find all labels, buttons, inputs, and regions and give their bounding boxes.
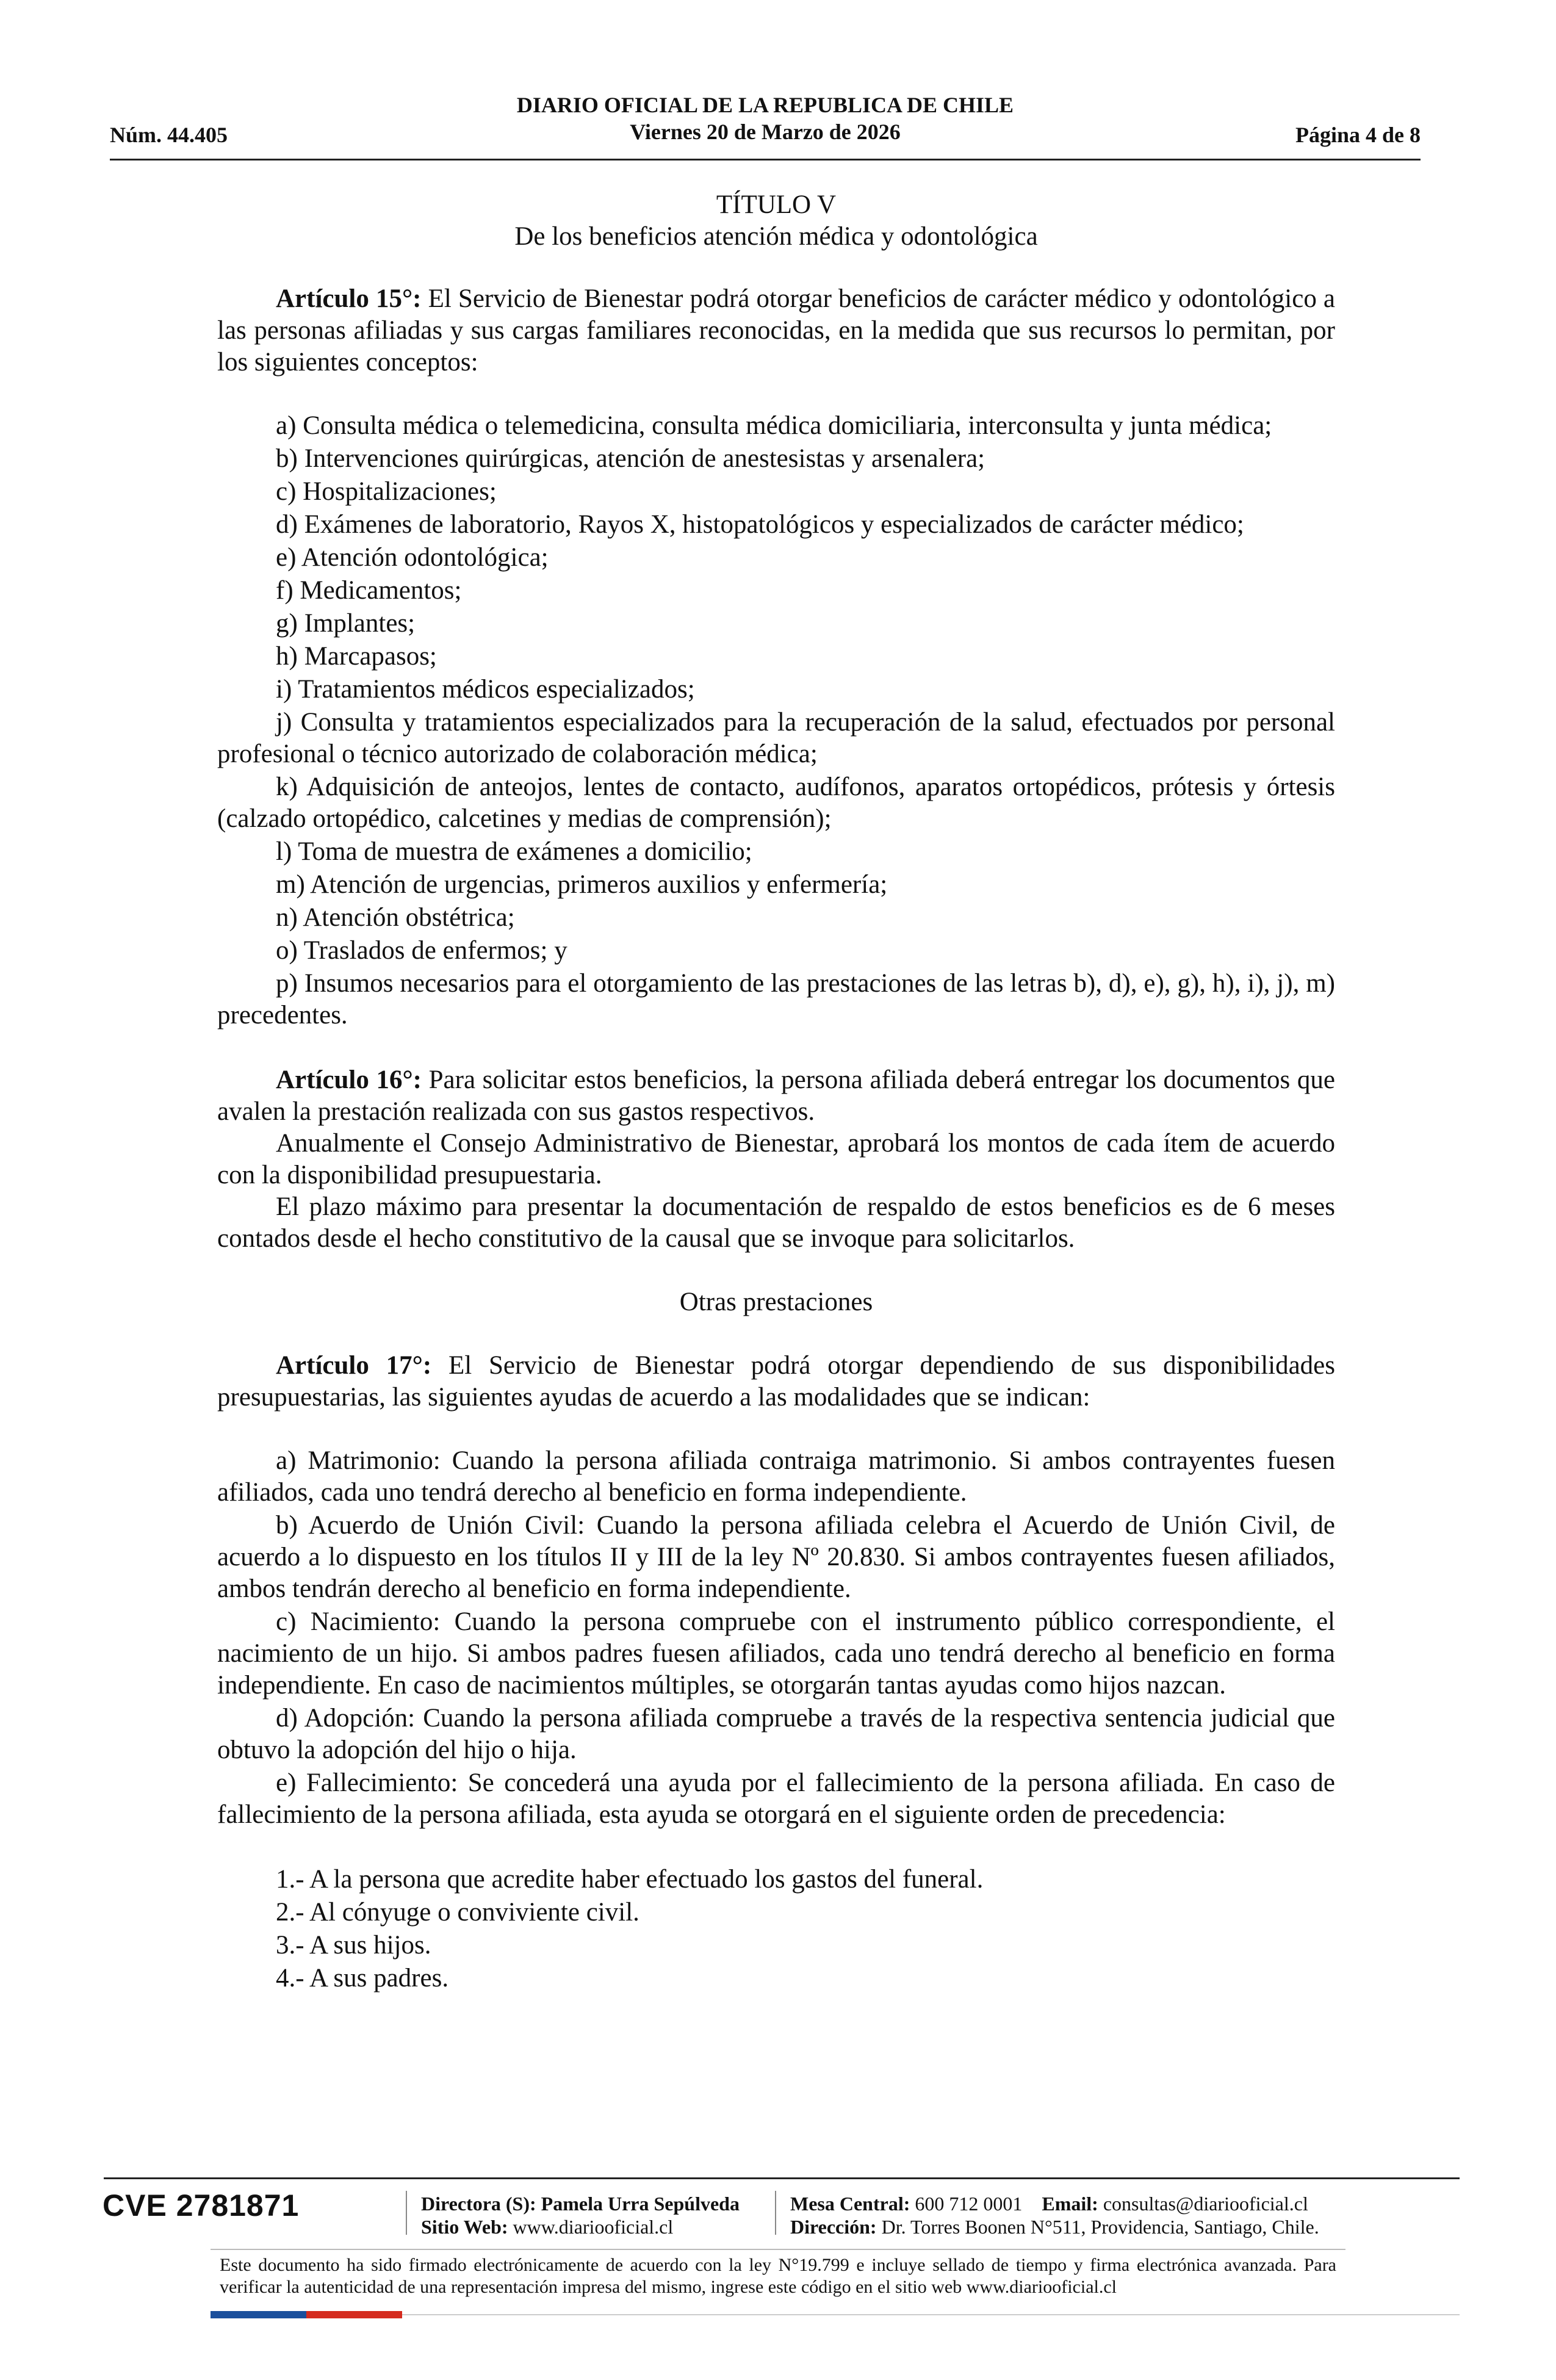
list-item: p) Insumos necesarios para el otorgamiento de las prestaciones de las letras b), d), e), g), h), i), j), m) precedentes. [217,969,1335,1030]
article-16-label: Artículo 16°: [276,1066,422,1094]
director-label: Directora (S): [421,2193,536,2215]
article-17-list [217,1445,1335,1831]
gazette-title: DIARIO OFICIAL DE LA REPUBLICA DE CHILE [516,93,1014,117]
issue-date: Viernes 20 de Marzo de 2026 [630,120,901,144]
list-item: a) Consulta médica o telemedicina, consulta médica domiciliaria, interconsulta y junta médica; [276,411,1272,440]
document-body [217,189,1335,1996]
address-label: Dirección: [790,2216,877,2238]
article-17 [217,1350,1335,1413]
list-item: e) Atención odontológica; [276,543,549,572]
flag-red-segment [306,2311,402,2318]
section-subtitle: De los beneficios atención médica y odontológica [514,222,1038,251]
address-text: Dr. Torres Boonen N°511, Providencia, Santiago, Chile. [881,2216,1319,2238]
web-label: Sitio Web: [421,2216,508,2238]
flag-blue-segment [211,2311,306,2318]
article-17-text: El Servicio de Bienestar podrá otorgar dependiendo de sus disponibilidades presupuestarias, las siguientes ayudas de acuerdo a las modalidades que se indican: [217,1351,1335,1412]
issue-number: Núm. 44.405 [110,123,228,147]
page-header [110,92,1421,160]
footer-divider-thin [211,2249,1345,2250]
list-item: b) Intervenciones quirúrgicas, atención de anestesistas y arsenalera; [276,444,985,473]
flag-baseline [402,2314,1460,2315]
list-item: n) Atención obstétrica; [276,903,515,932]
list-item: m) Atención de urgencias, primeros auxilios y enfermería; [276,870,888,899]
header-center [110,92,1421,145]
list-item: i) Tratamientos médicos especializados; [276,675,695,704]
cve-code: CVE 2781871 [103,2188,300,2223]
footer-separator [406,2191,407,2235]
precedence-list [217,1864,1335,1994]
subsection-heading: Otras prestaciones [679,1288,873,1316]
list-item: d) Adopción: Cuando la persona afiliada compruebe a través de la respectiva sentencia judicial que obtuvo la adopción del hijo o hija. [217,1704,1335,1764]
article-15-label: Artículo 15°: [276,284,422,313]
list-item: k) Adquisición de anteojos, lentes de contacto, audífonos, aparatos ortopédicos, prótesis y órtesis (calzado ortopédico, calcetines y medias de comprensión); [217,773,1335,833]
list-item: g) Implantes; [276,609,416,638]
list-item: e) Fallecimiento: Se concederá una ayuda por el fallecimiento de la persona afiliada. En caso de fallecimiento de la persona afiliada, esta ayuda se otorgará en el siguiente orden de precedencia: [217,1769,1335,1829]
list-item: 1.- A la persona que acredite haber efectuado los gastos del funeral. [276,1865,984,1894]
list-item: h) Marcapasos; [276,642,437,671]
website-link[interactable]: www.diariooficial.cl [513,2216,674,2238]
phone-number: 600 712 0001 [915,2193,1023,2215]
footer-divider [104,2177,1460,2179]
list-item: c) Hospitalizaciones; [276,477,497,506]
list-item: 3.- A sus hijos. [276,1931,431,1960]
article-17-label: Artículo 17°: [276,1351,432,1380]
list-item: 4.- A sus padres. [276,1964,449,1992]
legal-notice: Este documento ha sido firmado electrónicamente de acuerdo con la ley N°19.799 e incluye sellado de tiempo y firma electrónica avanzada. Para verificar la autenticidad de una representación impresa del mismo, ingrese este código en el sitio web www.diariooficial.cl [220,2255,1336,2297]
article-16 [217,1064,1335,1128]
list-item: c) Nacimiento: Cuando la persona compruebe con el instrumento público correspondiente, el nacimiento de un hijo. Si ambos padres fuesen afiliados, cada uno tendrá derecho al beneficio en forma independiente. En caso de nacimientos múltiples, se otorgarán tantas ayudas como hijos nazcan. [217,1607,1335,1700]
footer-director-block [421,2192,740,2238]
director-name: Pamela Urra Sepúlveda [541,2193,740,2215]
list-item: f) Medicamentos; [276,576,462,605]
article-15 [217,283,1335,378]
list-item: a) Matrimonio: Cuando la persona afiliada contraiga matrimonio. Si ambos contrayentes fuesen afiliados, cada uno tendrá derecho al beneficio en forma independiente. [217,1446,1335,1507]
email-label: Email: [1042,2193,1098,2215]
list-item: l) Toma de muestra de exámenes a domicilio; [276,837,752,866]
phone-label: Mesa Central: [790,2193,910,2215]
list-item: o) Traslados de enfermos; y [276,936,567,965]
email-link[interactable]: consultas@diariooficial.cl [1103,2193,1308,2215]
list-item: d) Exámenes de laboratorio, Rayos X, histopatológicos y especializados de carácter médico; [276,510,1244,539]
footer-separator [775,2191,776,2235]
article-15-text: El Servicio de Bienestar podrá otorgar beneficios de carácter médico y odontológico a las personas afiliadas y sus cargas familiares reconocidas, en la medida que sus recursos lo permitan, por los siguientes conceptos: [217,284,1336,377]
list-item: b) Acuerdo de Unión Civil: Cuando la persona afiliada celebra el Acuerdo de Unión Civil, de acuerdo a lo dispuesto en los títulos II y III de la ley Nº 20.830. Si ambos contrayentes fuesen afiliados, ambos tendrán derecho al beneficio en forma independiente. [217,1511,1335,1603]
page-indicator: Página 4 de 8 [1295,123,1421,147]
article-16-text: Para solicitar estos beneficios, la persona afiliada deberá entregar los documentos que avalen la prestación realizada con sus gastos respectivos. [217,1066,1335,1126]
list-item: 2.- Al cónyuge o conviviente civil. [276,1898,639,1927]
article-16-paragraph: El plazo máximo para presentar la documentación de respaldo de estos beneficios es de 6 meses contados desde el hecho constitutivo de la causal que se invoque para solicitarlos. [217,1192,1335,1253]
article-15-list [217,410,1335,1031]
flag-stripe [211,2311,402,2318]
article-16-paragraph: Anualmente el Consejo Administrativo de Bienestar, aprobará los montos de cada ítem de acuerdo con la disponibilidad presupuestaria. [217,1129,1335,1189]
section-heading: TÍTULO V [716,190,837,219]
list-item: j) Consulta y tratamientos especializados para la recuperación de la salud, efectuados por personal profesional o técnico autorizado de colaboración médica; [217,708,1335,768]
footer-contact-block [790,2192,1319,2238]
